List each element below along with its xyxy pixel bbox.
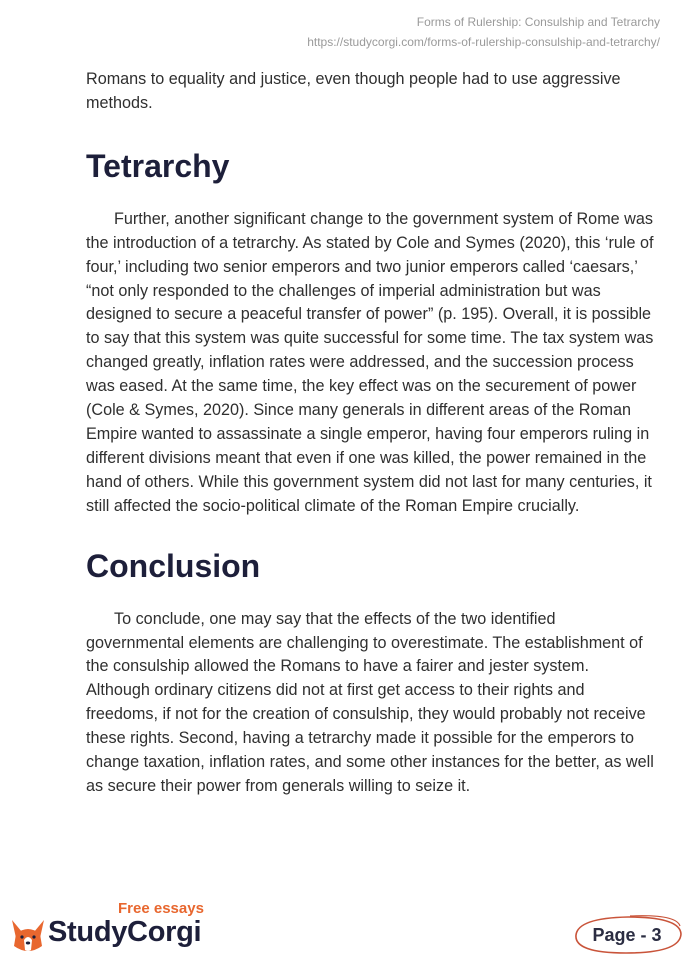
section-heading-conclusion: Conclusion: [86, 547, 261, 584]
page-number-badge: [568, 912, 686, 958]
logo-tagline: Free essays: [118, 900, 204, 917]
document-body: [86, 68, 656, 799]
intro-paragraph-fragment: Romans to equality and justice, even though people had to use aggressive methods.: [86, 70, 621, 112]
tetrarchy-paragraph: Further, another significant change to the government system of Rome was the introduction of a tetrarchy. As stated by Cole and Symes (2020), this ‘rule of four,’ including two senior emperors and two junior emperors called ‘caesars,’ “not only responded to the challenges of imperial administration but was designed to secure a peaceful transfer of power” (p. 195). Overall, it is possible to say that this system was quite successful for some time. The tax system was changed greatly, inflation rates were addressed, and the succession process was eased. At the same time, the key effect was on the securement of power (Cole & Symes, 2020). Since many generals in different areas of the Roman Empire wanted to assassinate a single emperor, having four emperors ruling in different divisions meant that even if one was killed, the power remained in the hand of others. While this government system did not last for many centuries, it still affected the socio-political climate of the Roman Empire crucially.: [86, 209, 654, 515]
conclusion-paragraph: To conclude, one may say that the effects of the two identified governmental elements are challenging to overestimate. The establishment of the consulship allowed the Romans to have a fairer and jester system. Although ordinary citizens did not at first get access to their rights and freedoms, if not for the creation of consulship, they would probably not receive these rights. Second, having a tetrarchy made it possible for the emperors to change taxation, inflation rates, and some other instances for the better, as well as secure their power from generals willing to seize it.: [86, 609, 654, 795]
logo-wordmark: StudyCorgi: [48, 916, 202, 948]
page-number-label: Page - 3: [592, 925, 662, 945]
page-header: [307, 12, 660, 52]
document-title: Forms of Rulership: Consulship and Tetrarchy: [416, 15, 660, 29]
section-heading-tetrarchy: Tetrarchy: [86, 147, 230, 184]
studycorgi-logo[interactable]: [8, 898, 218, 958]
corgi-logo-icon: [8, 916, 48, 956]
document-url[interactable]: https://studycorgi.com/forms-of-rulership-consulship-and-tetrarchy/: [307, 35, 660, 49]
